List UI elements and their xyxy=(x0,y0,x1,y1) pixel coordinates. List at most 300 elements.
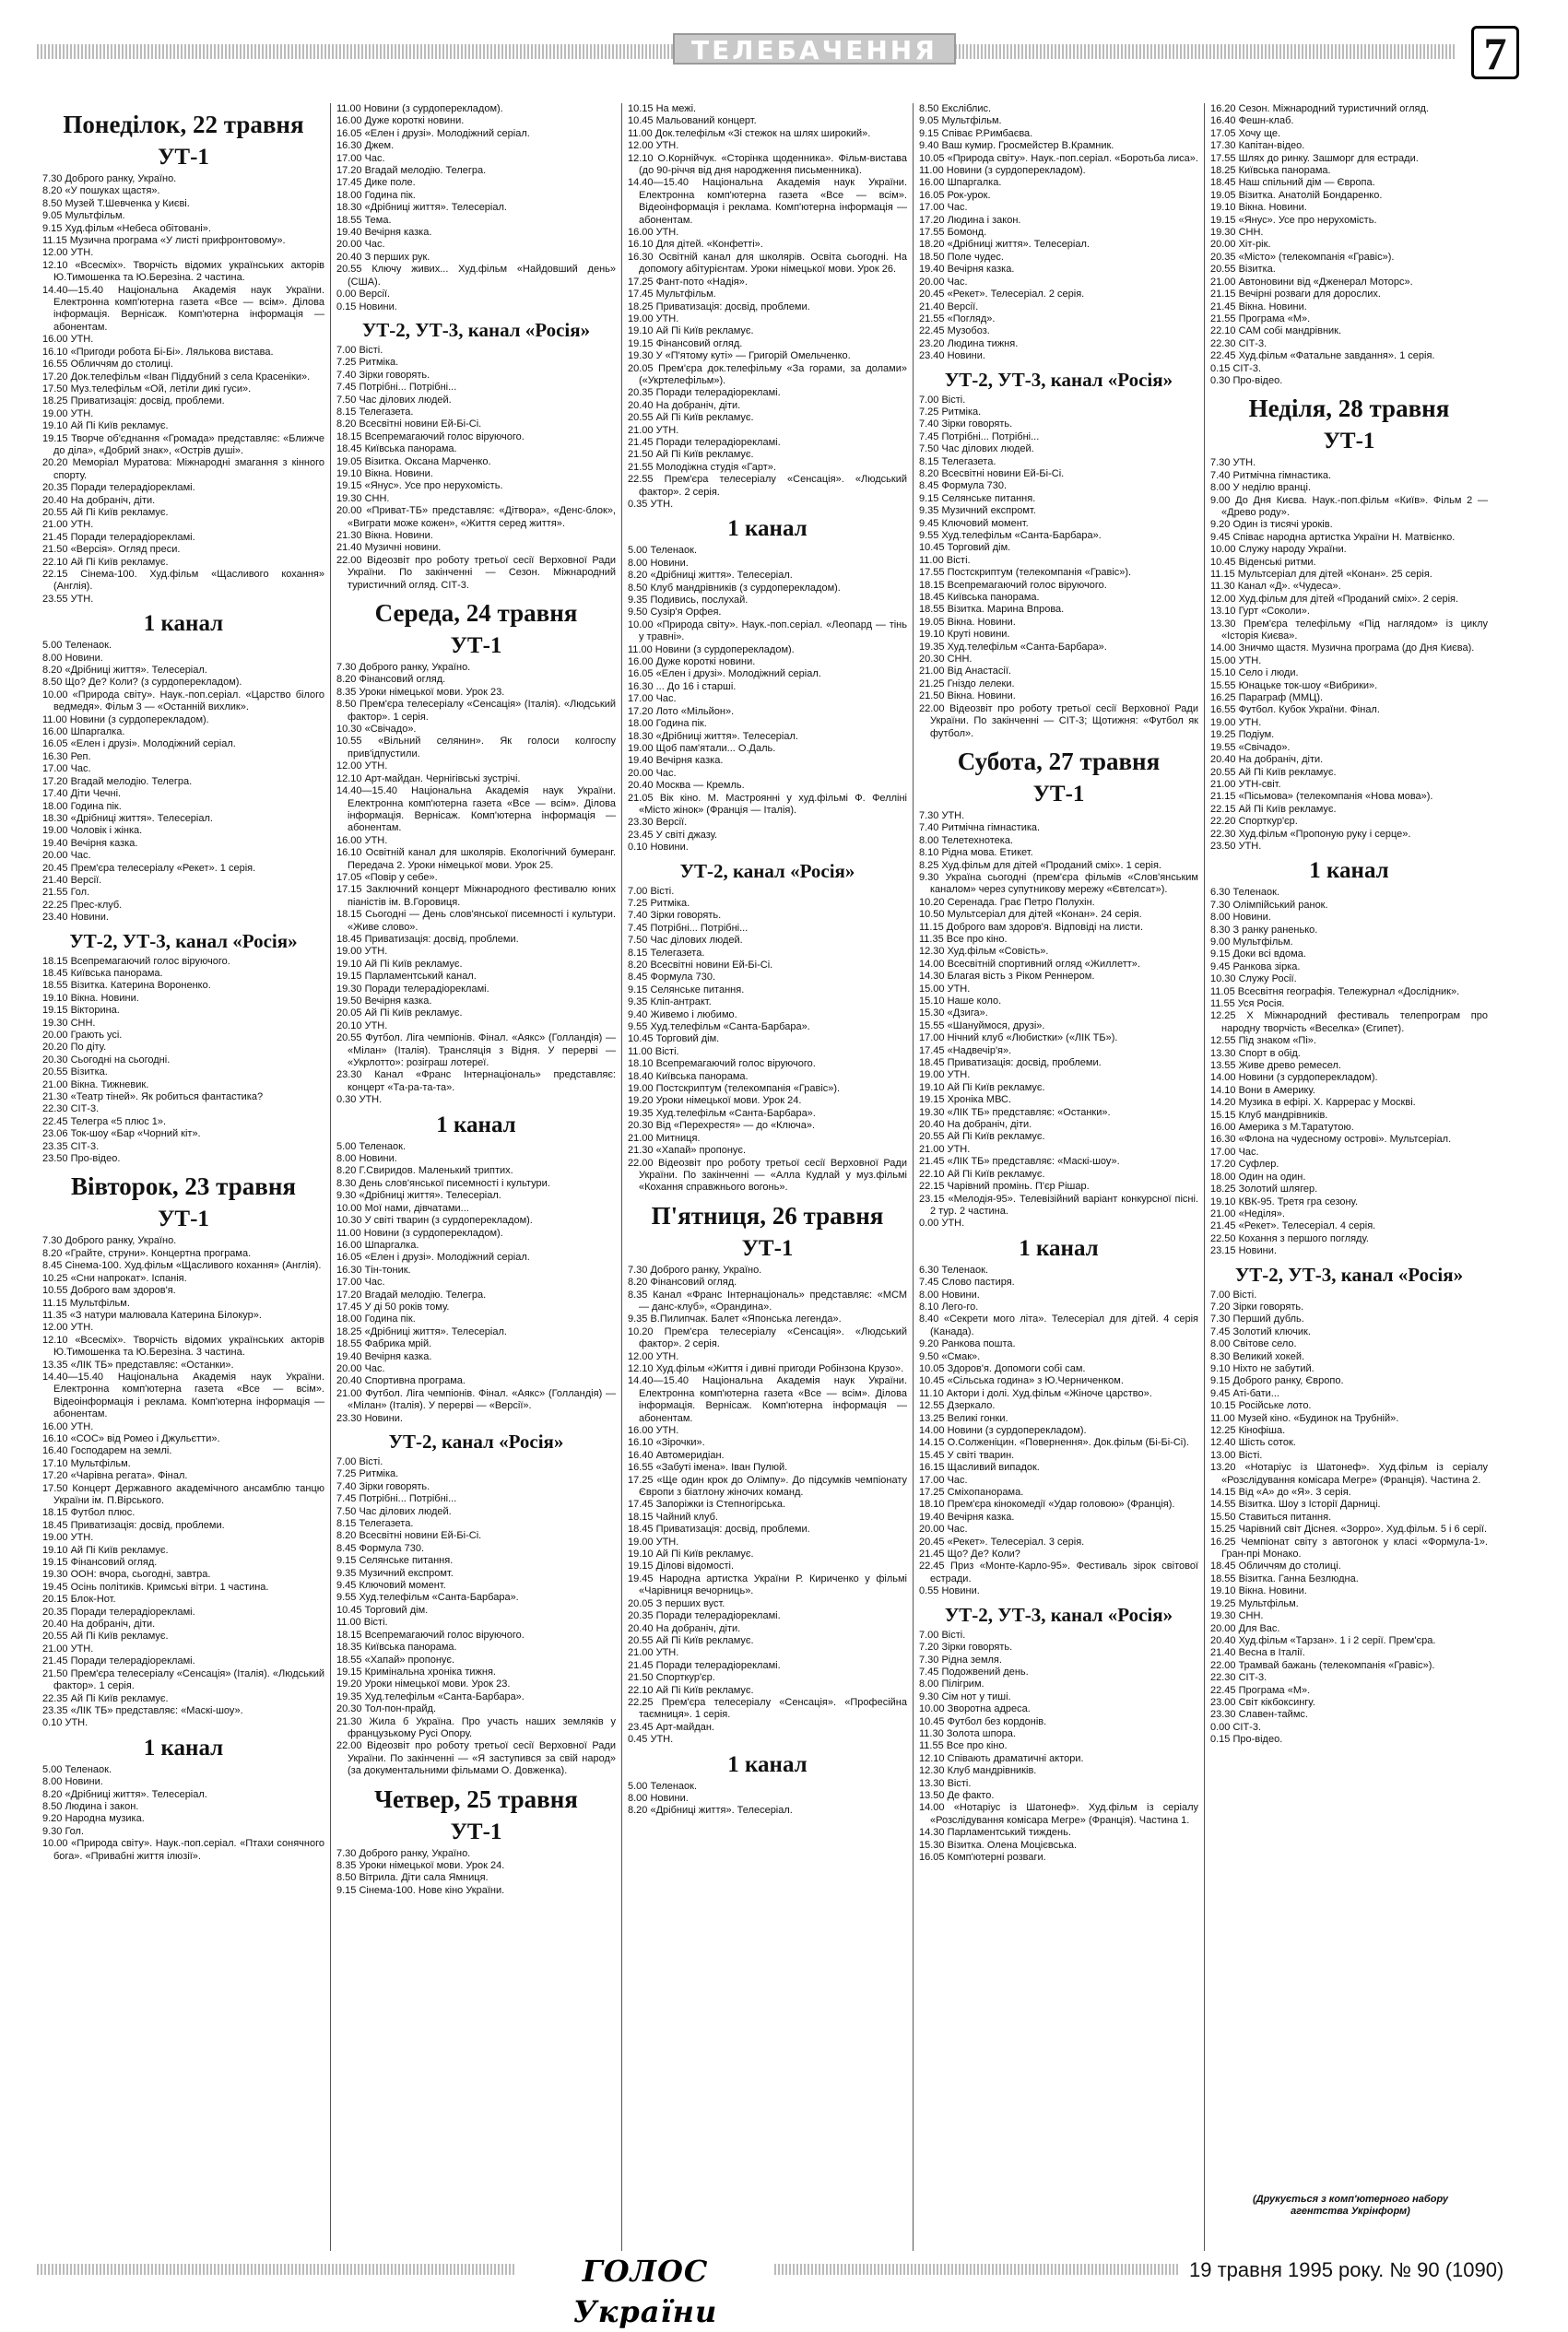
channel-heading: УТ-1 xyxy=(158,145,209,170)
program-listing: 19.40 Вечірня казка. xyxy=(628,755,724,767)
program-listing: 12.30 Худ.фільм «Совість». xyxy=(919,946,1049,958)
program-listing: 12.00 УТН. xyxy=(628,140,679,152)
program-listing: 10.55 «Вільний селянин». Як голоси колгоспу прив'ідпустили. xyxy=(336,736,616,760)
day-heading: Четвер, 25 травня xyxy=(374,1784,578,1813)
program-listing: 8.35 Уроки німецької мови. Урок 23. xyxy=(336,686,505,698)
program-listing: 18.45 Київська панорама. xyxy=(42,967,163,979)
program-listing: 9.05 Мультфільм. xyxy=(919,115,1002,127)
program-listing: 9.50 Сузір'я Орфея. xyxy=(628,607,722,618)
program-listing: 20.45 Прем'єра телесеріалу «Рекет». 1 серія. xyxy=(42,862,256,874)
program-listing: 21.45 Поради телерадіорекламі. xyxy=(42,1655,195,1667)
program-listing: 11.55 Уся Росія. xyxy=(1210,998,1285,1009)
program-listing: 17.00 Час. xyxy=(42,763,91,775)
program-listing: 17.20 Людина і закон. xyxy=(919,214,1021,226)
program-listing: 8.50 Прем'єра телесеріалу «Сенсація» (Італія). «Людський фактор». 1 серія. xyxy=(336,699,616,723)
program-listing: 22.30 СІТ-3. xyxy=(1210,1672,1267,1684)
program-listing: 19.10 Вікна. Новини. xyxy=(1210,202,1307,214)
column-2 xyxy=(330,103,621,2251)
program-listing: 19.45 Народна артистка України Р. Кириченко у фільмі «Чарівниця вечорниць». xyxy=(628,1572,907,1597)
program-listing: 19.50 Вечірня казка. xyxy=(336,995,432,1007)
program-listing: 16.30 Освітній канал для школярів. Освіта сьогодні. На допомогу абітурієнтам. Уроки німецької мови. Урок 26. xyxy=(628,251,907,276)
program-listing: 10.15 Російське лото. xyxy=(1210,1400,1312,1412)
program-listing: 20.10 УТН. xyxy=(336,1019,388,1031)
program-listing: 23.20 Людина тижня. xyxy=(919,337,1019,349)
program-listing: 21.30 Вікна. Новини. xyxy=(336,530,433,541)
program-listing: 19.30 СНН. xyxy=(42,1017,96,1029)
program-listing: 10.20 Серенада. Грає Петро Полухін. xyxy=(919,896,1095,908)
footer-rule-left xyxy=(37,2264,516,2275)
program-listing: 8.00 Новини. xyxy=(919,1289,980,1301)
program-listing: 9.15 Селянське питання. xyxy=(628,983,745,995)
program-listing: 12.55 Під знаком «Пі». xyxy=(1210,1035,1316,1047)
program-listing: 0.30 Про-відео. xyxy=(1210,374,1283,386)
program-listing: 8.20 Всесвітні новини Ей-Бі-Сі. xyxy=(628,960,773,971)
program-listing: 22.00 Відеозвіт про роботу третьої сесії Верховної Ради України. По закінченні — «Алла Кудлай у муз.фільмі «Кохання справжнього вогонь». xyxy=(628,1157,907,1194)
program-listing: 19.30 СНН. xyxy=(1210,1610,1264,1622)
program-listing: 22.45 Худ.фільм «Фатальне завдання». 1 серія. xyxy=(1210,350,1435,362)
program-listing: 10.45 Мальований концерт. xyxy=(628,115,757,127)
channel-heading: УТ-2, УТ-3, канал «Росія» xyxy=(944,368,1173,391)
program-listing: 8.20 Всесвітні новини Ей-Бі-Сі. xyxy=(919,467,1065,479)
program-listing: 17.25 «Ще один крок до Олімпу». До підсумків чемпіонату Європи з біатлону жіночих команд. xyxy=(628,1474,907,1499)
program-listing: 11.55 Все про кіно. xyxy=(919,1740,1008,1752)
program-listing: 23.35 СІТ-3. xyxy=(42,1140,100,1152)
program-listing: 9.55 Худ.телефільм «Санта-Барбара». xyxy=(336,1592,519,1604)
section-rubric: ТЕЛЕБАЧЕННЯ xyxy=(673,33,956,65)
program-listing: 8.10 Рідна мова. Етикет. xyxy=(919,847,1033,859)
program-listing: 20.40 На добраніч, діти. xyxy=(42,494,156,506)
program-listing: 21.15 Вечірні розваги для дорослих. xyxy=(1210,289,1381,300)
program-listing: 10.30 Служу Росії. xyxy=(1210,973,1297,985)
program-listing: 12.55 Дзеркало. xyxy=(919,1400,996,1412)
program-listing: 9.40 Живемо і любимо. xyxy=(628,1008,737,1020)
program-listing: 21.55 «Погляд». xyxy=(919,312,996,324)
program-listing: 9.35 Подивись, послухай. xyxy=(628,595,749,607)
column-4 xyxy=(913,103,1204,2251)
program-listing: 9.45 Ключовий момент. xyxy=(336,1580,446,1592)
program-listing: 16.05 «Елен і друзі». Молодіжний серіал. xyxy=(628,668,821,680)
program-listing: 20.30 СНН. xyxy=(919,654,973,665)
program-listing: 19.30 «ЛІК ТБ» представляє: «Останки». xyxy=(919,1106,1111,1118)
program-listing: 23.00 Світ кікбоксингу. xyxy=(1210,1696,1315,1708)
program-listing: 7.45 Потрібні... Потрібні... xyxy=(919,430,1040,442)
program-listing: 7.30 Доброго ранку, Україно. xyxy=(42,173,177,184)
program-listing: 17.05 Хочу ще. xyxy=(1210,127,1281,139)
program-listing: 10.50 Мультсеріал для дітей «Конан». 24 серія. xyxy=(919,909,1142,921)
program-listing: 16.00 Шпаргалка. xyxy=(919,177,1002,189)
program-listing: 0.10 УТН. xyxy=(42,1717,88,1729)
program-listing: 15.00 УТН. xyxy=(1210,654,1262,666)
program-listing: 0.35 УТН. xyxy=(628,499,674,510)
program-listing: 17.00 Час. xyxy=(919,202,968,214)
program-listing: 12.00 УТН. xyxy=(628,1350,679,1362)
program-listing: 14.40—15.40 Національна Академія наук України. Електронна комп'ютерна газета «Все — всім». Ділова інформація. Вернісаж. Комп'ютерна інформація — абонентам. xyxy=(628,1375,907,1424)
program-listing: 16.00 Америка з М.Таратутою. xyxy=(1210,1122,1354,1134)
program-listing: 17.20 «Чарівна регата». Фінал. xyxy=(42,1470,188,1482)
program-listing: 16.05 «Елен і друзі». Молодіжний серіал. xyxy=(336,127,530,139)
program-listing: 20.05 Прем'єра док.телефільму «За горами, за долами» («Укртелефільм»). xyxy=(628,362,907,386)
program-listing: 19.40 Вечірня казка. xyxy=(919,1511,1015,1523)
program-listing: 12.00 УТН. xyxy=(42,247,94,259)
channel-heading: УТ-2, УТ-3, канал «Росія» xyxy=(944,1603,1173,1626)
program-listing: 21.45 Поради телерадіорекламі. xyxy=(628,1659,781,1671)
newspaper-masthead: ГОЛОС України xyxy=(572,2254,718,2329)
program-listing: 19.15 Ділові відомості. xyxy=(628,1561,735,1572)
program-listing: 16.10 «СОС» від Ромео і Джульєтти». xyxy=(42,1432,220,1444)
channel-heading: 1 канал xyxy=(727,516,808,542)
program-listing: 19.40 Вечірня казка. xyxy=(336,227,432,239)
program-listing: 8.50 Ексліблис. xyxy=(919,103,992,114)
program-listing: 9.15 Доброго ранку, Європо. xyxy=(1210,1375,1344,1387)
program-listing: 21.40 Версії. xyxy=(42,874,102,886)
program-listing: 19.05 Візитка. Анатолій Бондаренко. xyxy=(1210,189,1383,201)
program-listing: 6.30 Теленаок. xyxy=(1210,887,1280,899)
program-listing: 22.10 Ай Пі Київ рекламує. xyxy=(919,1168,1045,1180)
program-listing: 12.25 X Міжнародний фестиваль телепрограм про народну творчість «Веселка» (Єгипет). xyxy=(1210,1010,1488,1034)
program-listing: 8.45 Формула 730. xyxy=(336,1542,425,1554)
program-listing: 21.00 Автоновини від «Дженерал Моторс». xyxy=(1210,276,1413,288)
program-listing: 17.50 Концерт Державного академічного ансамблю танцю України ім. П.Вірського. xyxy=(42,1482,324,1506)
program-listing: 19.30 ООН: вчора, сьогодні, завтра. xyxy=(42,1569,211,1581)
program-listing: 17.00 Час. xyxy=(336,1277,385,1289)
program-listing: 7.25 Ритміка. xyxy=(919,406,982,418)
program-listing: 15.10 Село і люди. xyxy=(1210,667,1299,679)
program-listing: 21.00 Футбол. Ліга чемпіонів. Фінал. «Аякс» (Голландія) — «Мілан» (Італія). У перерві — «Версії». xyxy=(336,1387,616,1412)
program-listing: 20.00 Час. xyxy=(336,239,385,251)
program-listing: 6.30 Теленаок. xyxy=(919,1264,989,1276)
program-listing: 20.05 Ай Пі Київ рекламує. xyxy=(336,1007,463,1019)
program-listing: 21.40 Версії. xyxy=(919,300,979,312)
program-listing: 23.15 Новини. xyxy=(1210,1245,1277,1257)
program-listing: 20.15 Блок-Нот. xyxy=(42,1594,116,1606)
program-listing: 12.00 Худ.фільм для дітей «Проданий сміх». 2 серія. xyxy=(1210,593,1459,605)
program-listing: 19.00 УТН. xyxy=(919,1069,971,1081)
program-listing: 19.25 Подіум. xyxy=(1210,729,1275,741)
program-listing: 11.00 Музей кіно. «Будинок на Трубній». xyxy=(1210,1412,1399,1424)
program-listing: 21.50 «Версія». Огляд преси. xyxy=(42,544,181,556)
program-listing: 7.30 Доброго ранку, Україно. xyxy=(336,662,471,674)
program-listing: 18.00 Година пік. xyxy=(336,1313,416,1325)
program-listing: 20.55 Ай Пі Київ рекламує. xyxy=(628,412,754,424)
program-listing: 21.45 «Рекет». Телесеріал. 4 серія. xyxy=(1210,1220,1376,1232)
program-listing: 20.00 Грають усі. xyxy=(42,1030,123,1041)
program-listing: 16.00 УТН. xyxy=(628,1425,679,1436)
program-listing: 13.35 «ЛІК ТБ» представляє: «Останки». xyxy=(42,1359,234,1371)
program-listing: 16.10 Освітній канал для школярів. Екологічний бумеранг. Передача 2. Уроки німецької мови. Урок 25. xyxy=(336,847,616,871)
program-listing: 8.20 «Дрібниці життя». Телесеріал. xyxy=(42,1788,207,1800)
program-listing: 11.00 Новини (з сурдоперекладом). xyxy=(336,103,503,114)
program-listing: 18.55 Візитка. Ганна Безлюдна. xyxy=(1210,1572,1359,1584)
program-listing: 7.45 Золотий ключик. xyxy=(1210,1325,1311,1337)
program-listing: 17.00 Час. xyxy=(628,693,677,705)
program-listing: 18.25 Приватизація: досвід, проблеми. xyxy=(628,300,810,312)
program-listing: 7.45 Потрібні... Потрібні... xyxy=(628,922,749,934)
program-listing: 10.45 Торговий дім. xyxy=(628,1033,720,1045)
program-listing: 7.40 Зірки говорять. xyxy=(336,369,430,381)
program-listing: 7.30 УТН. xyxy=(1210,457,1256,469)
program-listing: 10.25 «Сни напрокат». Іспанія. xyxy=(42,1272,187,1284)
program-listing: 18.45 Приватизація: досвід, проблеми. xyxy=(336,933,519,945)
program-listing: 0.10 Новини. xyxy=(628,842,689,854)
program-listing: 7.25 Ритміка. xyxy=(336,357,399,369)
program-listing: 17.20 Вгадай мелодію. Телегра. xyxy=(336,165,487,177)
program-listing: 17.00 Нічний клуб «Любистки» («ЛІК ТБ»). xyxy=(919,1032,1118,1044)
program-listing: 20.30 Тол-пон-прайд. xyxy=(336,1703,437,1715)
program-listing: 21.45 «ЛІК ТБ» представляє: «Маскі-шоу». xyxy=(919,1156,1120,1168)
program-listing: 23.30 Канал «Франс Інтернаціональ» представляє: концерт «Та-ра-та-та». xyxy=(336,1069,616,1093)
program-listing: 17.20 Суфлер. xyxy=(1210,1159,1279,1171)
program-listing: 21.30 «Театр тіней». Як робиться фантастика? xyxy=(42,1091,264,1103)
program-listing: 19.10 Ай Пі Київ рекламує. xyxy=(628,325,754,337)
program-listing: 8.20 Всесвітні новини Ей-Бі-Сі. xyxy=(336,418,482,430)
program-listing: 12.00 УТН. xyxy=(42,1322,94,1334)
program-listing: 18.20 «Дрібниці життя». Телесеріал. xyxy=(919,239,1090,251)
program-listing: 23.45 У світі джазу. xyxy=(628,829,718,841)
program-listing: 23.55 УТН. xyxy=(42,593,94,605)
program-listing: 18.45 Київська панорама. xyxy=(336,443,457,455)
program-listing: 7.25 Ритміка. xyxy=(628,897,690,909)
source-note: (Друкується з комп'ютерного набору агентства Укрінформ) xyxy=(1253,2194,1448,2217)
program-listing: 8.30 День слов'янської писемності і культури. xyxy=(336,1177,550,1189)
program-listing: 18.25 «Дрібниці життя». Телесеріал. xyxy=(336,1325,507,1337)
program-listing: 12.10 Арт-майдан. Чернігівські зустрічі. xyxy=(336,772,521,784)
program-listing: 0.30 УТН. xyxy=(336,1094,383,1106)
program-listing: 19.00 Щоб пам'ятали... О.Даль. xyxy=(628,742,776,754)
program-listing: 19.35 Худ.телефільм «Санта-Барбара». xyxy=(919,641,1107,653)
program-listing: 22.00 Відеозвіт про роботу третьої сесії Верховної Ради України. По закінченні — Сезон. Міжнародний туристичний огляд. СІТ-3. xyxy=(336,554,616,591)
program-listing: 21.00 УТН. xyxy=(42,519,94,531)
program-listing: 21.55 Молодіжна студія «Гарт». xyxy=(628,461,776,473)
program-listing: 13.25 Великі гонки. xyxy=(919,1412,1008,1424)
program-listing: 9.45 Ключовий момент. xyxy=(919,517,1029,529)
program-listing: 20.30 Від «Перехрестя» — до «Ключа». xyxy=(628,1120,816,1132)
day-heading: Неділя, 28 травня xyxy=(1248,395,1450,423)
program-listing: 22.55 Прем'єра телесеріалу «Сенсація». «Людський фактор». 2 серія. xyxy=(628,474,907,498)
program-listing: 7.50 Час ділових людей. xyxy=(628,935,743,947)
program-listing: 21.00 УТН. xyxy=(628,424,679,436)
program-listing: 8.20 «Дрібниці життя». Телесеріал. xyxy=(628,1805,793,1817)
program-listing: 10.30 У світі тварин (з сурдоперекладом). xyxy=(336,1215,533,1227)
program-listing: 22.45 Приз «Монте-Карло-95». Фестиваль зірок світової естради. xyxy=(919,1561,1198,1584)
page-header xyxy=(37,26,1507,79)
program-listing: 20.00 Час. xyxy=(919,1524,968,1536)
program-listing: 21.40 Музичні новини. xyxy=(336,542,442,554)
program-listing: 17.45 «Надвечір'я». xyxy=(919,1044,1012,1056)
program-listing: 7.00 Вісті. xyxy=(336,344,383,356)
program-listing: 21.55 Гол. xyxy=(42,887,90,899)
program-listing: 19.20 Уроки німецької мови. Урок 23. xyxy=(336,1678,511,1690)
program-listing: 8.00 Новини. xyxy=(628,557,689,569)
program-listing: 15.00 УТН. xyxy=(919,983,971,995)
program-listing: 22.45 Телегра «5 плюс 1». xyxy=(42,1115,167,1127)
program-listing: 16.40 Господарем на землі. xyxy=(42,1445,172,1457)
program-listing: 10.45 «Сільська година» з Ю.Черниченком. xyxy=(919,1375,1124,1387)
program-listing: 20.40 На добраніч, діти. xyxy=(628,399,741,411)
channel-heading: УТ-2, канал «Росія» xyxy=(388,1431,564,1453)
program-listing: 9.10 Ніхто не забутий. xyxy=(1210,1362,1315,1374)
program-listing: 11.15 Мультсеріал для дітей «Конан». 25 серія. xyxy=(1210,569,1432,580)
program-listing: 19.40 Вечірня казка. xyxy=(336,1350,432,1362)
program-listing: 19.15 Фінансовий огляд. xyxy=(628,337,743,349)
program-listing: 19.25 Мультфільм. xyxy=(1210,1597,1299,1609)
program-listing: 5.00 Теленаок. xyxy=(628,1780,698,1792)
program-listing: 18.45 Обличчям до столиці. xyxy=(1210,1561,1341,1572)
program-listing: 11.35 «З натури малювала Катерина Білокур». xyxy=(42,1309,262,1321)
program-listing: 18.15 Всепремагаючий голос віруючого. xyxy=(42,955,230,967)
program-listing: 14.40—15.40 Національна Академія наук України. Електронна комп'ютерна газета «Все — всім». Ділова інформація. Вернісаж. Комп'ютерна інформація — абонентам. xyxy=(42,284,324,333)
channel-heading: 1 канал xyxy=(436,1112,516,1137)
program-listing: 14.00 Новини (з сурдоперекладом). xyxy=(919,1425,1087,1436)
program-listing: 20.40 На добраніч, діти. xyxy=(1210,754,1324,766)
program-listing: 19.30 Поради телерадіорекламі. xyxy=(336,983,489,995)
program-listing: 8.20 Фінансовий огляд. xyxy=(628,1277,737,1289)
program-listing: 20.30 Сьогодні на сьогодні. xyxy=(42,1054,171,1066)
program-listing: 11.00 Вісті. xyxy=(628,1045,679,1057)
program-listing: 7.00 Вісті. xyxy=(1210,1289,1257,1301)
program-listing: 9.15 Селянське питання. xyxy=(919,492,1036,504)
program-listing: 11.05 Всесвітня географія. Тележурнал «Дослідник». xyxy=(1210,985,1460,997)
channel-heading: УТ-2, УТ-3, канал «Росія» xyxy=(361,318,591,341)
footer-rule-right xyxy=(774,2264,1180,2275)
program-listing: 19.10 Вікна. Новини. xyxy=(336,467,433,479)
program-listing: 11.00 Док.телефільм «Зі стежок на шлях широкий». xyxy=(628,127,871,139)
program-listing: 20.35 Поради телерадіорекламі. xyxy=(628,387,781,399)
program-listing: 10.00 Зворотна адреса. xyxy=(919,1703,1031,1715)
program-listing: 8.50 Людина і закон. xyxy=(42,1800,139,1812)
program-listing: 20.40 На добраніч, діти. xyxy=(628,1622,741,1634)
program-listing: 18.15 Всепремагаючий голос віруючого. xyxy=(336,430,525,442)
program-listing: 23.30 Славен-таймс. xyxy=(1210,1709,1308,1721)
program-listing: 20.55 Ай Пі Київ рекламує. xyxy=(1210,766,1337,778)
program-listing: 17.05 «Повір у себе». xyxy=(336,871,438,883)
program-listing: 8.10 Лего-го. xyxy=(919,1301,979,1313)
program-listing: 16.40 Автомеридіан. xyxy=(628,1449,725,1461)
program-listing: 21.00 УТН-світ. xyxy=(1210,778,1281,790)
program-listing: 16.55 Футбол. Кубок України. Фінал. xyxy=(1210,704,1380,716)
program-listing: 16.10 Для дітей. «Конфетті». xyxy=(628,239,763,251)
program-listing: 19.05 Візитка. Оксана Марченко. xyxy=(336,455,491,467)
program-listing: 11.15 Мультфільм. xyxy=(42,1297,130,1309)
channel-heading: УТ-1 xyxy=(1032,781,1085,807)
program-listing: 9.30 Гол. xyxy=(42,1825,85,1837)
program-listing: 19.10 Ай Пі Київ рекламує. xyxy=(628,1549,754,1561)
program-listing: 20.40 Москва — Кремль. xyxy=(628,780,745,792)
program-listing: 22.50 Кохання з першого погляду. xyxy=(1210,1232,1369,1244)
program-listing: 16.00 УТН. xyxy=(42,334,94,346)
program-listing: 19.15 Фінансовий огляд. xyxy=(42,1557,158,1569)
program-listing: 8.15 Телегазета. xyxy=(336,1518,414,1530)
program-listing: 16.15 Щасливий випадок. xyxy=(919,1462,1040,1474)
program-listing: 14.00 «Нотаріус із Шатонеф». Худ.фільм із серіалу «Розслідування комісара Мегре» (Франція). Частина 1. xyxy=(919,1802,1198,1826)
program-listing: 23.45 Арт-майдан. xyxy=(628,1721,714,1733)
program-listing: 16.30 «Флона на чудесному острові». Мультсеріал. xyxy=(1210,1134,1452,1146)
program-listing: 18.25 Золотий шлягер. xyxy=(1210,1184,1318,1195)
program-listing: 19.10 Вікна. Новини. xyxy=(42,992,139,1004)
program-listing: 7.50 Час ділових людей. xyxy=(336,394,452,406)
program-listing: 9.20 Один із тисячі уроків. xyxy=(1210,519,1333,531)
program-listing: 18.15 Футбол плюс. xyxy=(42,1507,136,1519)
program-listing: 7.30 Доброго ранку, Україно. xyxy=(628,1264,762,1276)
program-listing: 20.00 Хіт-рік. xyxy=(1210,239,1271,251)
program-listing: 7.50 Час ділових людей. xyxy=(336,1505,452,1517)
program-listing: 16.25 Чемпіонат світу з автогонок у класі «Формула-1». Гран-прі Монако. xyxy=(1210,1536,1488,1561)
program-listing: 23.40 Новини. xyxy=(42,912,109,924)
program-listing: 19.15 Кримінальна хроніка тижня. xyxy=(336,1666,496,1678)
program-listing: 7.30 УТН. xyxy=(919,809,965,821)
program-listing: 9.45 Співає народна артистка України Н. Матвієнко. xyxy=(1210,531,1456,543)
program-listing: 10.45 Футбол без кордонів. xyxy=(919,1715,1047,1727)
program-listing: 9.40 Ваш кумир. Гросмейстер В.Крамник. xyxy=(919,140,1114,152)
program-listing: 20.20 Меморіал Муратова: Міжнародні змагання з кінного спорту. xyxy=(42,457,324,481)
program-listing: 14.00 Зничмо щастя. Музична програма (до Дня Києва). xyxy=(1210,642,1475,654)
program-listing: 7.45 Подожвений день. xyxy=(919,1666,1029,1678)
program-listing: 5.00 Теленаок. xyxy=(628,545,698,557)
program-listing: 9.00 Мультфільм. xyxy=(1210,936,1293,948)
program-listing: 16.40 Фешн-клаб. xyxy=(1210,115,1294,127)
program-listing: 22.20 Спорткур'єр. xyxy=(1210,816,1298,828)
program-listing: 10.05 Здоров'я. Допомоги собі сам. xyxy=(919,1362,1086,1374)
program-listing: 17.40 Діти Чечні. xyxy=(42,788,122,800)
program-listing: 13.30 Прем'єра телефільму «Під наглядом» із циклу «Історія Києва». xyxy=(1210,618,1488,642)
program-listing: 18.30 «Дрібниці життя». Телесеріал. xyxy=(336,202,507,214)
program-listing: 23.30 Версії. xyxy=(628,817,688,829)
program-listing: 18.45 Приватизація: досвід, проблеми. xyxy=(42,1519,225,1531)
program-listing: 15.30 Візитка. Олена Моцієвська. xyxy=(919,1839,1078,1851)
program-listing: 19.00 Чоловік і жінка. xyxy=(42,825,143,837)
program-listing: 20.55 Ай Пі Київ рекламує. xyxy=(919,1131,1045,1143)
program-listing: 10.00 «Природа світу». Наук.-поп.серіал. «Птахи сонячного бога». «Привабні життя ілюзії». xyxy=(42,1838,324,1862)
program-listing: 8.50 Що? Де? Коли? (з сурдоперекладом). xyxy=(42,677,242,689)
program-listing: 19.15 Вікторина. xyxy=(42,1005,120,1017)
program-listing: 8.35 Канал «Франс Інтернаціональ» представляє: «МСМ — данс-клуб», «Орандина». xyxy=(628,1289,907,1313)
channel-heading: УТ-1 xyxy=(450,1819,502,1844)
program-listing: 19.00 УТН. xyxy=(42,1532,94,1544)
program-listing: 18.30 «Дрібниці життя». Телесеріал. xyxy=(628,730,798,742)
tv-schedule xyxy=(37,103,1493,2251)
program-listing: 7.40 Зірки говорять. xyxy=(919,418,1013,430)
program-listing: 9.30 «Дрібниці життя». Телесеріал. xyxy=(336,1190,501,1202)
day-heading: Середа, 24 травня xyxy=(374,599,578,628)
program-listing: 11.00 Вісті. xyxy=(336,1617,388,1629)
program-listing: 7.30 Перший дубль. xyxy=(1210,1313,1304,1325)
program-listing: 0.15 Новини. xyxy=(336,300,397,312)
program-listing: 11.15 Доброго вам здоров'я. Відповіді на листи. xyxy=(919,921,1144,933)
program-listing: 21.25 Гніздо лелеки. xyxy=(919,677,1015,689)
program-listing: 9.30 Сім нот у тиші. xyxy=(919,1690,1011,1702)
program-listing: 7.25 Ритміка. xyxy=(336,1468,399,1480)
program-listing: 19.10 КВК-95. Третя гра сезону. xyxy=(1210,1195,1359,1207)
program-listing: 11.30 Канал «Д». «Чудеса». xyxy=(1210,581,1341,593)
program-listing: 16.05 «Елен і друзі». Молодіжний серіал. xyxy=(336,1252,530,1264)
program-listing: 8.20 «У пошуках щастя». xyxy=(42,185,160,197)
program-listing: 20.55 Ай Пі Київ рекламує. xyxy=(42,506,169,518)
program-listing: 20.00 Час. xyxy=(628,767,677,779)
channel-heading: УТ-1 xyxy=(158,1207,209,1232)
program-listing: 14.15 Від «А» до «Я». 3 серія. xyxy=(1210,1487,1351,1499)
program-listing: 0.45 УТН. xyxy=(628,1734,674,1746)
program-listing: 8.45 Сінема-100. Худ.фільм «Щасливого кохання» (Англія). xyxy=(42,1260,322,1272)
program-listing: 23.35 «ЛІК ТБ» представляє: «Маскі-шоу». xyxy=(42,1704,243,1716)
program-listing: 15.50 Ставиться питання. xyxy=(1210,1511,1332,1523)
program-listing: 16.05 Комп'ютерні розваги. xyxy=(919,1852,1046,1863)
program-listing: 8.50 Клуб мандрівників (з сурдоперекладом). xyxy=(628,582,841,594)
program-listing: 16.00 УТН. xyxy=(42,1420,94,1432)
program-listing: 12.10 О.Корнійчук. «Сторінка щоденника». Фільм-вистава (до 90-річчя від дня народження письменника). xyxy=(628,152,907,177)
program-listing: 17.55 Постскриптум (телекомпанія «Гравіс»). xyxy=(919,567,1132,579)
channel-heading: УТ-1 xyxy=(1323,429,1375,454)
program-listing: 10.55 Доброго вам здоров'я. xyxy=(42,1285,176,1297)
program-listing: 20.35 Поради телерадіорекламі. xyxy=(42,482,195,494)
